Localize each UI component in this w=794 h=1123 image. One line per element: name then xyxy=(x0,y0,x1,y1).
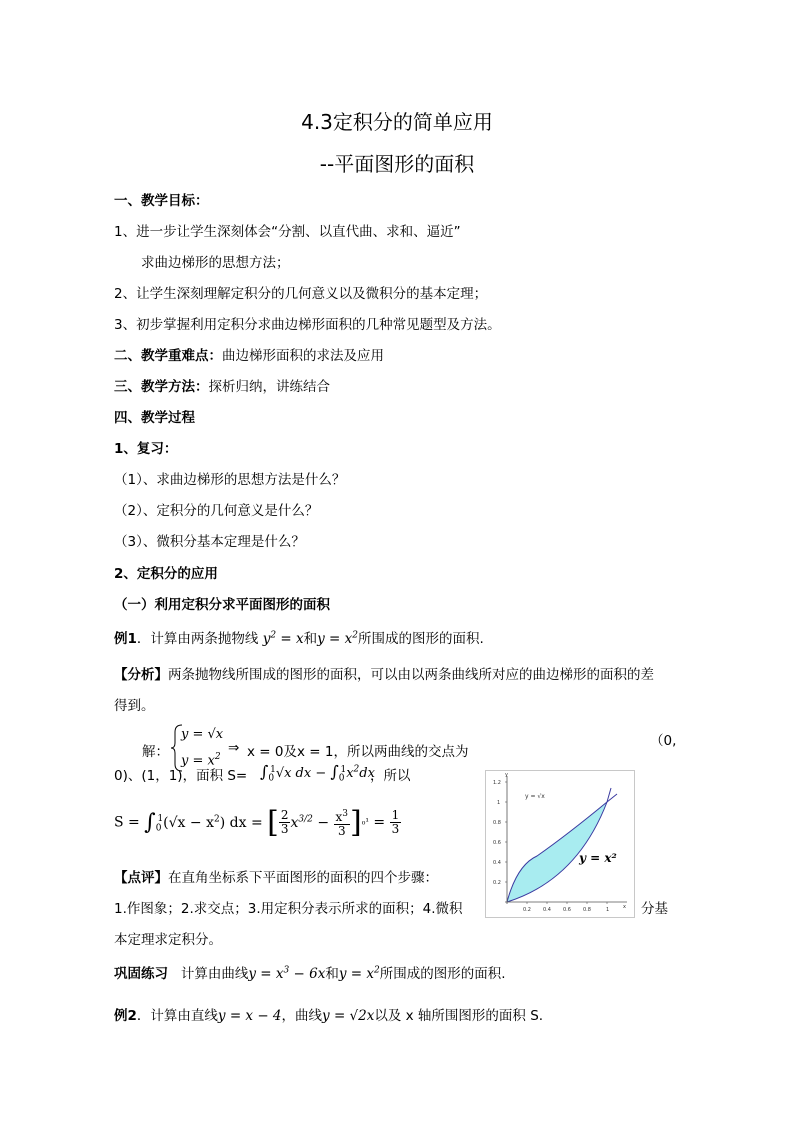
formula-y-eq-x2: $y = x^2$ xyxy=(317,630,358,647)
y-tick-1.2: 1.2 xyxy=(493,780,501,786)
formula-line: y = x − 4 xyxy=(217,1008,282,1024)
example2-text-post: 以及 x 轴所围图形的面积 S. xyxy=(374,1008,544,1024)
formula-y2-eq-x: $y^2 = x$ xyxy=(262,630,304,647)
example1-text-pre: ．计算由两条抛物线 xyxy=(136,631,259,647)
example1-text-post: 所围成的图形的面积. xyxy=(357,631,484,647)
practice-text-post: 所围成的图形的面积. xyxy=(379,966,506,982)
point-b: 0)、(1，1)，面积 S= xyxy=(114,768,248,784)
x-tick-0.4: 0.4 xyxy=(543,907,551,913)
example2-text-pre: ．计算由直线 xyxy=(136,1008,218,1024)
therefore-text: ，所以 xyxy=(370,768,411,784)
x-tick-0.8: 0.8 xyxy=(583,907,591,913)
area-integral-expr: $\int_0^1√x$ dx − $\int_0^1x^2dx$ xyxy=(260,762,375,784)
teaching-method xyxy=(114,375,330,395)
example1-statement xyxy=(114,627,484,647)
analysis-line xyxy=(114,663,654,683)
steps-b: 分基 xyxy=(641,901,668,917)
analysis-text-b: 得到。 xyxy=(114,698,155,714)
point-a: （0, xyxy=(650,733,677,749)
review-heading: 1、复习： xyxy=(114,441,178,457)
practice-line xyxy=(114,962,506,982)
curve2-label: y = x² xyxy=(579,851,617,865)
apply-heading: 2、定积分的应用 xyxy=(114,566,218,582)
y-tick-1: 1 xyxy=(497,800,501,806)
system-eq1: y = √x xyxy=(181,727,224,742)
y-tick-0.6: 0.6 xyxy=(493,840,501,846)
y-tick-0.4: 0.4 xyxy=(493,860,501,866)
practice-text-pre: 计算由曲线 xyxy=(180,966,249,982)
review-q3: （3）、微积分基本定理是什么？ xyxy=(114,534,305,550)
example1-text-mid: 和 xyxy=(303,631,318,647)
steps-a: 1.作图象；2.求交点；3.用定积分表示所求的面积；4.微积 xyxy=(114,901,463,917)
comment-tag: 【点评】 xyxy=(114,870,168,886)
y-tick-0.2: 0.2 xyxy=(493,880,501,886)
formula-cubic: $y = x^3 - 6x$ xyxy=(248,965,326,982)
curve1-label: y = √x xyxy=(525,793,545,800)
area-computation: $S = \int_0^1(√x - x^2)$ dx = [ $\frac{2}{3}$ $x^{3/2}$ − $\frac{x^3}{3}$ ]₀¹ = $\frac{1}{3}$ xyxy=(114,805,400,840)
implies-arrow: ⇒ xyxy=(228,740,240,756)
y-tick-0.8: 0.8 xyxy=(493,820,501,826)
example2-text-mid: ，曲线 xyxy=(281,1008,323,1024)
system-eq2: $y = x^2$ xyxy=(181,752,221,769)
area-figure-svg xyxy=(485,770,635,918)
example2-label: 例2 xyxy=(114,1008,137,1024)
area-figure xyxy=(485,770,635,918)
x-tick-0.2: 0.2 xyxy=(523,907,531,913)
practice-label: 巩固练习 xyxy=(114,966,168,982)
goal-3: 3、初步掌握利用定积分求曲边梯形面积的几种常见题型及方法。 xyxy=(114,317,501,333)
x-axis-label: x xyxy=(623,904,626,910)
review-q2: （2）、定积分的几何意义是什么？ xyxy=(114,503,319,519)
key-heading: 二、教学重难点： xyxy=(114,348,222,364)
analysis-text-a: 两条抛物线所围成的图形的面积，可以由以两条曲线所对应的曲边梯形的面积的差 xyxy=(168,667,654,683)
steps-c: 本定理求定积分。 xyxy=(114,932,222,948)
key-points xyxy=(114,344,384,364)
page-subtitle: --平面图形的面积 xyxy=(319,152,475,176)
analysis-tag: 【分析】 xyxy=(114,667,168,683)
x-tick-1: 1 xyxy=(606,907,610,913)
formula-parabola: $y = x^2$ xyxy=(338,965,380,982)
goal-1a: 1、进一步让学生深刻体会“分割、以直代曲、求和、逼近” xyxy=(114,224,461,240)
review-q1: （1）、求曲边梯形的思想方法是什么？ xyxy=(114,472,346,488)
goal-2: 2、让学生深刻理解定积分的几何意义以及微积分的基本定理； xyxy=(114,286,488,302)
goal-1b: 求曲边梯形的思想方法； xyxy=(141,255,290,271)
goals-heading: 一、教学目标： xyxy=(114,193,209,209)
example2-statement xyxy=(114,1004,543,1024)
x-tick-0.6: 0.6 xyxy=(563,907,571,913)
solution-result: x = 0及x = 1，所以两曲线的交点为 xyxy=(247,744,469,760)
method-text: 探析归纳，讲练结合 xyxy=(208,379,330,395)
solution-label: 解： xyxy=(142,744,169,760)
sub-heading: （一）利用定积分求平面图形的面积 xyxy=(114,597,330,613)
key-text: 曲边梯形面积的求法及应用 xyxy=(222,348,384,364)
y-axis-label: y xyxy=(505,772,508,778)
comment-line xyxy=(114,866,438,886)
page-title: 4.3定积分的简单应用 xyxy=(301,110,493,134)
comment-text: 在直角坐标系下平面图形的面积的四个步骤： xyxy=(168,870,438,886)
formula-sqrt2x: y = √2x xyxy=(322,1008,375,1024)
method-heading: 三、教学方法： xyxy=(114,379,209,395)
process-heading: 四、教学过程 xyxy=(114,410,195,426)
practice-text-mid: 和 xyxy=(325,966,339,982)
example1-label: 例1 xyxy=(114,631,137,647)
